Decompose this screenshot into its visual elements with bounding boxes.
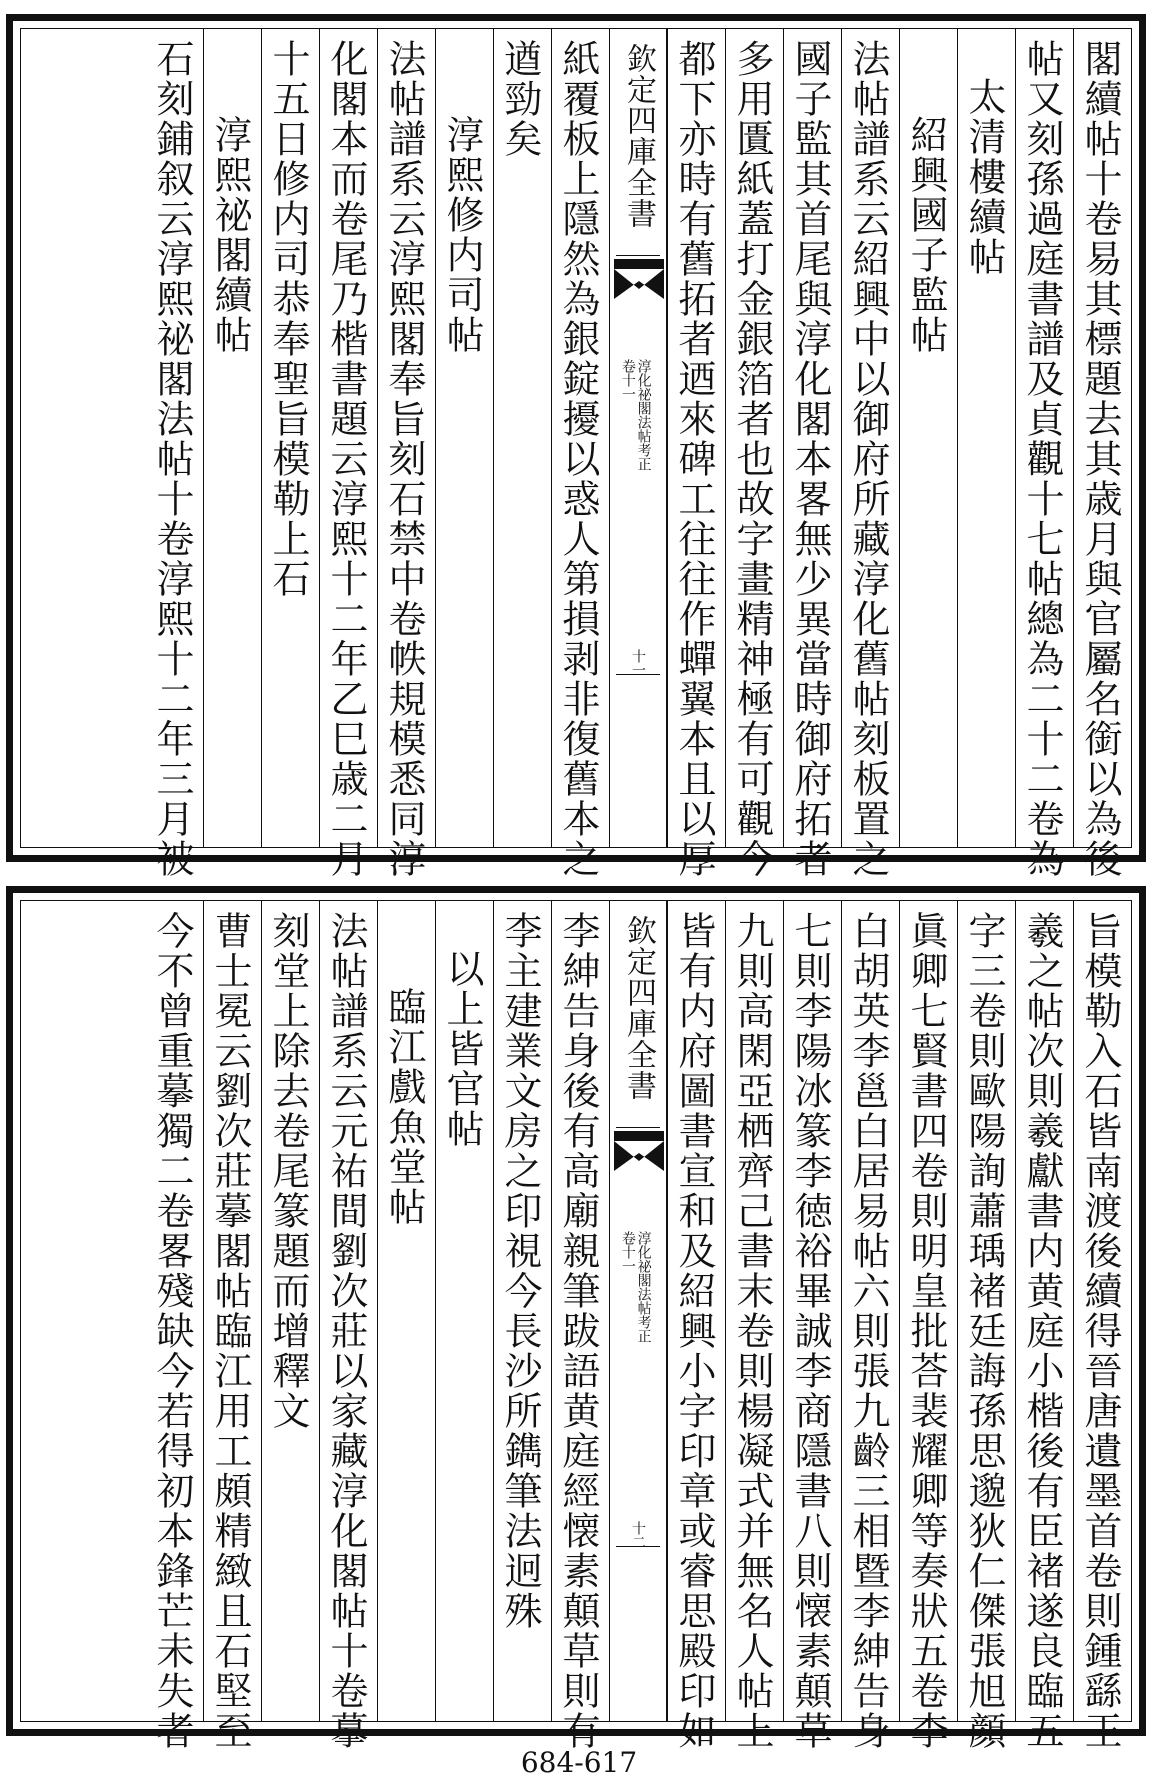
column-text: 曹士冕云劉次莊摹閣帖臨江用工頗精緻且石堅至 bbox=[208, 911, 252, 1751]
text-column bbox=[841, 29, 899, 879]
column-text: 臨江戲魚堂帖 bbox=[382, 987, 426, 1227]
column-text: 十五日修内司恭奉聖旨模勒上石 bbox=[266, 39, 310, 599]
column-text: 白胡英李邕白居易帖六則張九齡三相暨李紳告身 bbox=[846, 911, 890, 1751]
banxin-title: 欽定四庫全書 bbox=[621, 915, 656, 1101]
column-text: 羲之帖次則羲獻書内黄庭小楷後有臣褚遂良臨五 bbox=[1020, 911, 1064, 1751]
text-column bbox=[841, 901, 899, 1751]
text-column bbox=[1073, 29, 1131, 879]
column-text: 字三卷則歐陽詢蕭瑀褚廷誨孫思邈狄仁傑張旭顔 bbox=[962, 911, 1006, 1751]
column-text: 石刻鋪叙云淳熙祕閣法帖十卷淳熙十二年三月被 bbox=[150, 39, 194, 879]
column-text: 國子監其首尾與淳化閣本畧無少異當時御府拓者 bbox=[788, 39, 832, 879]
text-column bbox=[377, 901, 435, 1721]
fish-tail-mark-icon bbox=[614, 259, 664, 299]
banxin-page-number: 十一 bbox=[630, 649, 646, 677]
banxin-center-column bbox=[609, 901, 667, 1721]
text-column bbox=[1015, 29, 1073, 879]
column-text: 法帖譜系云元祐間劉次莊以家藏淳化閣帖十卷摹 bbox=[324, 911, 368, 1751]
bottom-page-panel bbox=[6, 886, 1146, 1751]
text-column bbox=[899, 29, 957, 847]
text-column bbox=[203, 901, 261, 1751]
text-column bbox=[435, 29, 493, 847]
text-column bbox=[667, 901, 725, 1751]
bottom-page-body bbox=[20, 900, 1132, 1751]
text-column bbox=[319, 29, 377, 879]
column-text: 法帖譜系云淳熙閣奉旨刻石禁中卷帙規模悉同淳 bbox=[382, 39, 426, 879]
column-text: 遒勁矣 bbox=[498, 39, 542, 159]
text-column bbox=[377, 29, 435, 879]
column-text: 七則李陽冰篆李徳裕畢誠李商隱書八則懐素顛草 bbox=[788, 911, 832, 1751]
text-column bbox=[551, 29, 609, 879]
banxin-rule bbox=[616, 255, 660, 256]
column-text: 旨模勒入石皆南渡後續得晉唐遺墨首卷則鍾繇王 bbox=[1078, 911, 1122, 1751]
column-text: 化閣本而卷尾乃楷書題云淳熙十二年乙巳歳二月 bbox=[324, 39, 368, 879]
column-text: 帖又刻孫過庭書譜及貞觀十七帖總為二十二卷為 bbox=[1020, 39, 1064, 879]
text-column bbox=[551, 901, 609, 1751]
text-column bbox=[783, 29, 841, 879]
text-column bbox=[667, 29, 725, 879]
column-text: 法帖譜系云紹興中以御府所藏淳化舊帖刻板置之 bbox=[846, 39, 890, 879]
column-text: 九則高閑亞栖齊己書末卷則楊凝式并無名人帖上 bbox=[730, 911, 774, 1751]
text-column bbox=[1073, 901, 1131, 1751]
column-text: 今不曾重摹獨二卷畧殘缺今若得初本鋒芒未失者 bbox=[150, 911, 194, 1751]
column-text: 多用匱紙蓋打金銀箔者也故字畫精神極有可觀今 bbox=[730, 39, 774, 879]
column-text: 紙覆板上隱然為銀錠擾以惑人第損剥非復舊本之 bbox=[556, 39, 600, 879]
column-text: 眞卿七賢書四卷則明皇批荅裴耀卿等奏狀五卷李 bbox=[904, 911, 948, 1751]
text-column bbox=[957, 901, 1015, 1751]
top-page-body bbox=[20, 28, 1132, 879]
text-column bbox=[261, 901, 319, 1721]
column-text: 刻堂上除去卷尾篆題而增釋文 bbox=[266, 911, 310, 1431]
banxin-rule bbox=[616, 1546, 660, 1547]
text-column bbox=[899, 901, 957, 1751]
text-column bbox=[435, 901, 493, 1721]
banxin-juan: 卷十一 bbox=[619, 1231, 636, 1273]
text-column bbox=[203, 29, 261, 847]
text-column bbox=[725, 901, 783, 1751]
fish-tail-mark-icon bbox=[614, 1131, 664, 1171]
banxin-page-number: 十二 bbox=[630, 1521, 646, 1549]
banxin-rule bbox=[616, 674, 660, 675]
text-column bbox=[725, 29, 783, 879]
text-column bbox=[783, 901, 841, 1751]
banxin-title: 欽定四庫全書 bbox=[621, 43, 656, 229]
column-text: 紹興國子監帖 bbox=[904, 115, 948, 355]
text-column bbox=[145, 901, 203, 1751]
banxin-center-column bbox=[609, 29, 667, 847]
text-column bbox=[493, 901, 551, 1721]
column-text: 淳熙修内司帖 bbox=[440, 115, 484, 355]
column-text: 皆有内府圖書宣和及紹興小字印章或睿思殿印如 bbox=[672, 911, 716, 1751]
column-text: 以上皆官帖 bbox=[440, 949, 484, 1149]
text-column bbox=[261, 29, 319, 847]
column-text: 閣續帖十卷易其標題去其歳月與官屬名銜以為後 bbox=[1078, 39, 1122, 879]
column-text: 淳熙祕閣續帖 bbox=[208, 115, 252, 355]
banxin-juan: 卷十一 bbox=[619, 359, 636, 401]
banxin-book-title: 淳化祕閣法帖考正 bbox=[635, 1231, 652, 1343]
text-column bbox=[145, 29, 203, 879]
column-text: 李紳告身後有高廟親筆跋語黄庭經懐素顛草則有 bbox=[556, 911, 600, 1751]
page-number: 684-617 bbox=[520, 1746, 638, 1779]
banxin-book-title: 淳化祕閣法帖考正 bbox=[635, 359, 652, 471]
text-column bbox=[493, 29, 551, 847]
text-column bbox=[319, 901, 377, 1751]
top-page-panel bbox=[6, 14, 1146, 879]
column-text: 都下亦時有舊拓者迺來碑工往往作蟬翼本且以厚 bbox=[672, 39, 716, 879]
column-text: 李主建業文房之印視今長沙所鐫筆法迥殊 bbox=[498, 911, 542, 1631]
banxin-rule bbox=[616, 1127, 660, 1128]
text-column bbox=[1015, 901, 1073, 1751]
text-column bbox=[957, 29, 1015, 847]
column-text: 太清樓續帖 bbox=[962, 77, 1006, 277]
